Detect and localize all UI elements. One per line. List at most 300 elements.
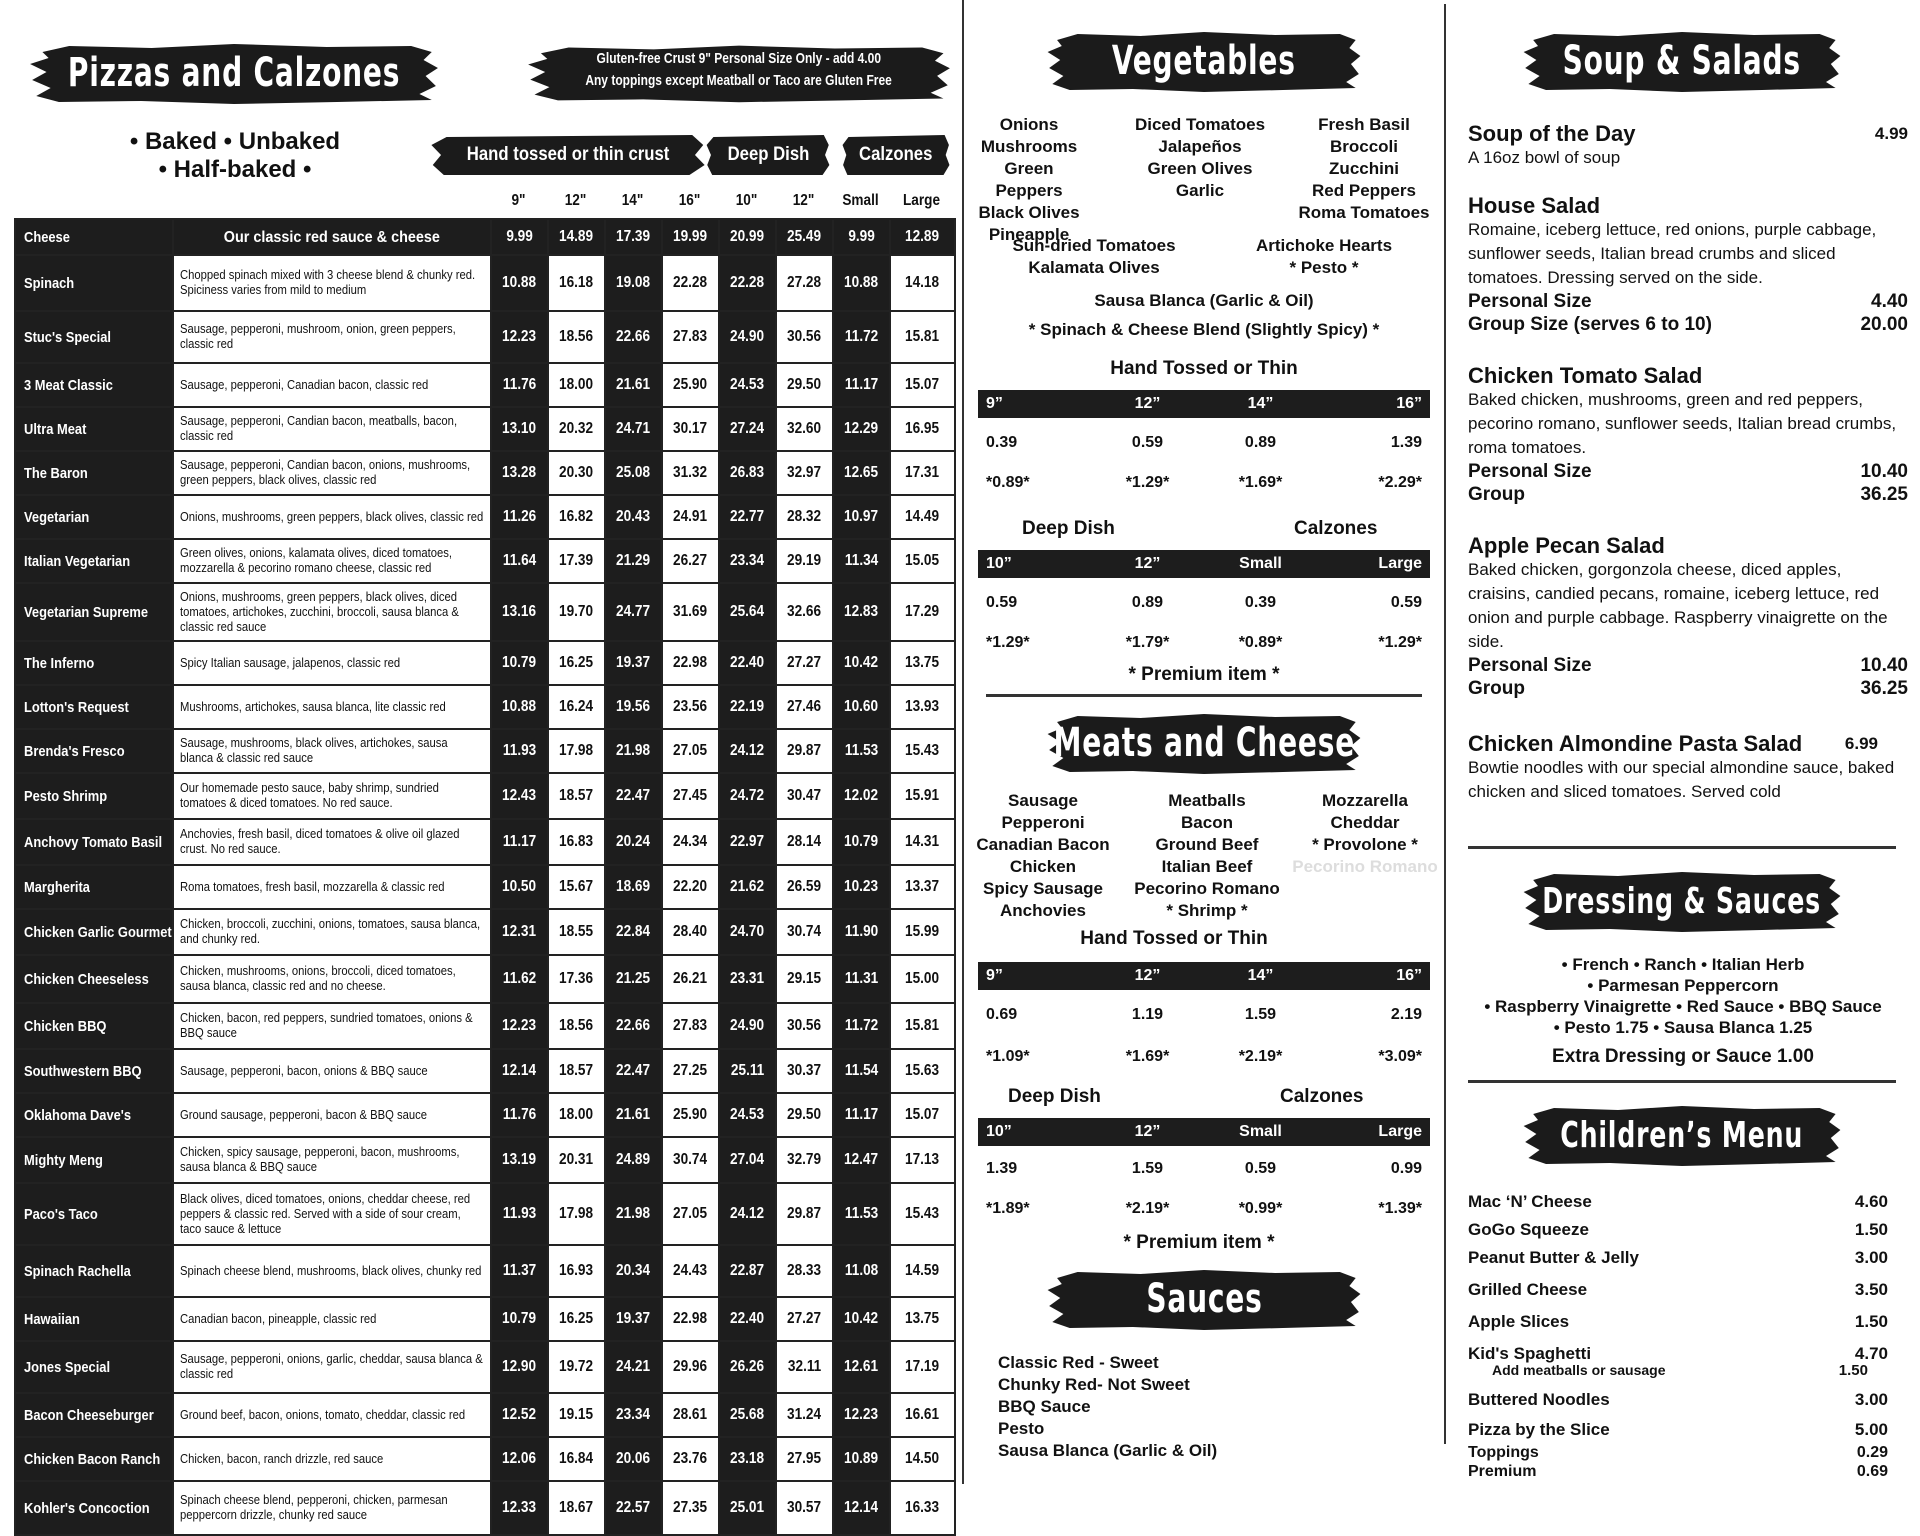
pizza-price: 16.84 xyxy=(559,1450,594,1467)
pizza-price: 19.08 xyxy=(616,274,651,291)
children-menu-item: Pizza by the Slice 5.00 xyxy=(1468,1420,1888,1439)
pizza-price: 14.89 xyxy=(559,228,594,245)
pizza-price: 25.90 xyxy=(673,1106,708,1123)
pizza-price: 11.34 xyxy=(844,552,879,569)
pizza-price: 15.99 xyxy=(905,923,940,940)
size-label: 10” xyxy=(986,1123,1012,1140)
topping-price: 0.69 xyxy=(986,1006,1018,1023)
pizza-price: 15.00 xyxy=(905,970,940,987)
meat-item: Sausage xyxy=(1008,791,1078,810)
vegetable-item: Fresh Basil xyxy=(1318,115,1410,134)
sauces-banner xyxy=(1046,1264,1362,1334)
pizza-price: 18.00 xyxy=(559,376,594,393)
pizza-price: 15.07 xyxy=(905,1106,940,1123)
meat-item: Pecorino Romano xyxy=(1292,857,1438,876)
meat-item: Chicken xyxy=(1009,857,1077,876)
pizza-price: 10.79 xyxy=(844,833,879,850)
topping-price: 1.39 xyxy=(986,1160,1018,1177)
premium-price: *2.19* xyxy=(1125,1200,1170,1217)
pizza-price: 11.31 xyxy=(844,970,879,987)
pizza-price: 21.61 xyxy=(616,1106,651,1123)
dressing-title: Dressing & Sauces xyxy=(1542,880,1822,922)
children-menu-item: GoGo Squeeze 1.50 xyxy=(1468,1220,1888,1239)
pizza-price: 12.90 xyxy=(502,1358,537,1375)
pizza-price: 25.49 xyxy=(787,228,822,245)
veg-hand-title: Hand Tossed or Thin xyxy=(1110,358,1298,379)
pizza-price: 30.56 xyxy=(787,328,822,345)
pizza-price: 27.27 xyxy=(787,1310,822,1327)
pizza-row xyxy=(15,583,955,641)
premium-price: *1.79* xyxy=(1125,634,1170,651)
pizza-price: 17.13 xyxy=(905,1151,940,1168)
pizza-price: 16.82 xyxy=(559,508,594,525)
pizza-price: 27.35 xyxy=(673,1499,708,1516)
pizza-price: 12.14 xyxy=(502,1062,537,1079)
pizza-price: 16.25 xyxy=(559,654,594,671)
pizza-description: Sausage, pepperoni, Candian bacon, meatballs, bacon, classic red xyxy=(180,414,458,443)
pizza-price: 13.16 xyxy=(502,603,537,620)
pizza-name: Cheese xyxy=(24,228,70,246)
pizza-price: 23.31 xyxy=(730,970,765,987)
meat-item: Meatballs xyxy=(1168,791,1246,810)
sauces-title: Sauces xyxy=(1145,1276,1263,1322)
pizza-price: 10.88 xyxy=(502,274,537,291)
pizza-price: 25.64 xyxy=(730,603,765,620)
pizza-description: Roma tomatoes, fresh basil, mozzarella & classic red xyxy=(180,879,445,894)
pizza-price: 12.29 xyxy=(844,420,879,437)
pizza-description: Mushrooms, artichokes, sausa blanca, lite classic red xyxy=(180,699,446,714)
pizza-price: 19.37 xyxy=(616,654,651,671)
pizza-price: 14.18 xyxy=(905,274,940,291)
veg-premium-note: * Premium item * xyxy=(1128,664,1280,685)
pizza-row xyxy=(15,1297,955,1341)
veg-deep-sizes xyxy=(978,550,1430,578)
pizza-name: Chicken BBQ xyxy=(24,1017,107,1035)
divider xyxy=(1468,1080,1896,1083)
pizza-name: Oklahoma Dave's xyxy=(24,1106,132,1124)
pizza-price: 10.79 xyxy=(502,1310,537,1327)
soup-of-day: Soup of the Day 4.99 A 16oz bowl of soup xyxy=(1468,121,1908,167)
pizza-price: 32.97 xyxy=(787,464,822,481)
meats-banner xyxy=(1046,708,1362,778)
pizza-price: 23.18 xyxy=(730,1450,765,1467)
slice-premium: Premium 0.69 xyxy=(1468,1463,1888,1480)
pizza-price: 15.81 xyxy=(905,1017,940,1034)
pizza-price: 12.23 xyxy=(502,328,537,345)
pizza-price: 19.72 xyxy=(559,1358,594,1375)
pizza-price: 11.93 xyxy=(502,742,537,759)
pizza-price: 15.81 xyxy=(905,328,940,345)
pizza-price: 29.87 xyxy=(787,1205,822,1222)
pizza-row xyxy=(15,1341,955,1393)
meat-list-2 xyxy=(1124,790,1290,922)
pizza-row xyxy=(15,1393,955,1437)
topping-price: 1.39 xyxy=(1390,434,1422,451)
dressing-banner xyxy=(1522,866,1842,936)
pizza-price: 15.07 xyxy=(905,376,940,393)
meat-item: Cheddar xyxy=(1330,813,1400,832)
pizza-description: Sausage, pepperoni, mushroom, onion, green peppers, classic red xyxy=(180,322,456,351)
sauce-list xyxy=(998,1352,1217,1462)
pizza-price: 17.98 xyxy=(559,742,594,759)
meat-premium-note: * Premium item * xyxy=(1123,1232,1275,1253)
pizza-description: Chicken, bacon, ranch drizzle, red sauce xyxy=(180,1451,384,1466)
pizza-price: 29.15 xyxy=(787,970,822,987)
size-label: Large xyxy=(1378,1123,1422,1140)
dressing-list: • French • Ranch • Italian Herb • Parmesan Peppercorn • Raspberry Vinaigrette • Red Sauce • BBQ Sauce • Pesto 1.75 • Sausa Blanca 1.25 xyxy=(1484,955,1882,1037)
pizza-price: 22.97 xyxy=(730,833,765,850)
meat-item: * Provolone * xyxy=(1312,835,1418,854)
pizza-row xyxy=(15,773,955,819)
pizza-price: 27.05 xyxy=(673,1205,708,1222)
topping-price: 1.59 xyxy=(1244,1006,1277,1023)
pizza-row xyxy=(15,685,955,729)
size-label: 12” xyxy=(1134,395,1161,412)
pizza-price: 23.34 xyxy=(730,552,765,569)
pizza-description: Green olives, onions, kalamata olives, diced tomatoes, mozzarella & pecorino romano cheese, classic red xyxy=(180,546,453,575)
chicken-almondine-salad: Chicken Almondine Pasta Salad 6.99 Bowtie noodles with our special almondine sauce, baked chicken and sliced tomatoes. Served cold xyxy=(1468,731,1895,801)
pizza-row xyxy=(15,1093,955,1137)
size-header: 12" xyxy=(792,192,815,209)
pizza-row xyxy=(15,451,955,495)
pizza-price: 11.08 xyxy=(844,1262,879,1279)
pizza-name: Paco's Taco xyxy=(24,1205,98,1223)
topping-price: 0.39 xyxy=(986,434,1018,451)
size-header: 9" xyxy=(511,192,526,209)
vegetable-item: Black Olives xyxy=(978,203,1080,222)
pizza-price: 14.31 xyxy=(905,833,940,850)
pizza-title: Pizzas and Calzones xyxy=(67,50,401,96)
meat-hand-regular-prices xyxy=(978,1006,1430,1024)
size-label: 14” xyxy=(1247,967,1274,984)
pizza-name: Bacon Cheeseburger xyxy=(24,1406,154,1424)
vegetable-item: Kalamata Olives xyxy=(1028,258,1160,277)
meat-hand-sizes xyxy=(978,962,1430,990)
pizza-price: 12.06 xyxy=(502,1450,537,1467)
pizza-price: 10.79 xyxy=(502,654,537,671)
soup-title: Soup & Salads xyxy=(1562,38,1802,84)
pizza-name: Margherita xyxy=(24,878,90,896)
pizza-row xyxy=(15,495,955,539)
vegetable-list-1 xyxy=(974,114,1084,246)
pizza-price: 19.15 xyxy=(559,1406,594,1423)
pizza-price: 16.33 xyxy=(905,1499,940,1516)
pizza-price: 22.66 xyxy=(616,328,651,345)
pizza-name: Chicken Cheeseless xyxy=(24,970,149,988)
pizza-description: Sausage, pepperoni, Canadian bacon, classic red xyxy=(180,377,429,392)
pizza-price: 26.21 xyxy=(673,970,708,987)
premium-price: *1.29* xyxy=(1125,474,1170,491)
pizza-price: 30.47 xyxy=(787,787,822,804)
pizza-price: 27.27 xyxy=(787,654,822,671)
veg-sausa-blanca: Sausa Blanca (Garlic & Oil) xyxy=(1094,291,1314,310)
topping-price: 0.89 xyxy=(1244,434,1277,451)
pizza-price: 23.76 xyxy=(673,1450,708,1467)
pizza-price: 13.10 xyxy=(502,420,537,437)
pizza-price: 22.28 xyxy=(730,274,765,291)
pizza-price: 27.28 xyxy=(787,274,822,291)
pizza-price: 24.71 xyxy=(616,420,651,437)
pizza-price: 12.33 xyxy=(502,1499,537,1516)
spaghetti-addon: Add meatballs or sausage xyxy=(1492,1362,1666,1378)
pizza-price: 30.74 xyxy=(787,923,822,940)
pizza-price: 17.98 xyxy=(559,1205,594,1222)
pizza-row xyxy=(15,1481,955,1535)
pizza-price: 14.49 xyxy=(905,508,940,525)
premium-price: *1.69* xyxy=(1125,1048,1170,1065)
pizza-description: Sausage, pepperoni, bacon, onions & BBQ sauce xyxy=(180,1063,428,1078)
pizza-price: 22.87 xyxy=(730,1262,765,1279)
pizza-row xyxy=(15,955,955,1003)
sauce-item: Pesto xyxy=(998,1419,1045,1438)
pizza-price: 22.98 xyxy=(673,1310,708,1327)
pizza-name: Italian Vegetarian xyxy=(24,552,131,570)
pizza-price: 28.14 xyxy=(787,833,822,850)
pizza-description: Ground sausage, pepperoni, bacon & BBQ sauce xyxy=(180,1107,428,1122)
children-menu-item: Kid's Spaghetti 4.70 xyxy=(1468,1344,1888,1363)
meat-deep-premium-prices xyxy=(978,1200,1430,1218)
pizza-price: 12.02 xyxy=(844,787,879,804)
pizza-description: Anchovies, fresh basil, diced tomatoes & olive oil glazed crust. No red sauce. xyxy=(180,827,460,856)
pizza-price: 25.01 xyxy=(730,1499,765,1516)
pizza-price: 23.56 xyxy=(673,698,708,715)
pizza-price: 25.68 xyxy=(730,1406,765,1423)
pizza-description: Black olives, diced tomatoes, onions, cheddar cheese, red peppers & classic red. Served with a side of sour cream, taco sauce & lettuce xyxy=(180,1191,471,1236)
size-header: 12" xyxy=(564,192,587,209)
pizza-price: 17.19 xyxy=(905,1358,940,1375)
pizza-price: 12.47 xyxy=(844,1151,879,1168)
meat-item: Anchovies xyxy=(1000,901,1086,920)
pizza-description: Chicken, spicy sausage, pepperoni, bacon, mushrooms, sausa blanca & BBQ sauce xyxy=(180,1145,460,1174)
pizza-name: Southwestern BBQ xyxy=(24,1062,142,1080)
toppings-column xyxy=(964,0,1444,1484)
pizza-price: 26.27 xyxy=(673,552,708,569)
pizza-price: 21.25 xyxy=(616,970,651,987)
pizza-price: 27.83 xyxy=(673,1017,708,1034)
meat-list-1 xyxy=(968,790,1118,922)
premium-price: *2.29* xyxy=(1378,474,1422,491)
pizza-price: 22.28 xyxy=(673,274,708,291)
pizza-price-table xyxy=(14,218,956,1536)
size-header: 10" xyxy=(735,192,758,209)
pizza-price: 10.42 xyxy=(844,1310,879,1327)
extra-dressing: Extra Dressing or Sauce 1.00 xyxy=(1552,1046,1814,1067)
pizza-price: 22.40 xyxy=(730,654,765,671)
pizza-name: Ultra Meat xyxy=(24,420,87,438)
pizza-name: Mighty Meng xyxy=(24,1151,103,1169)
pizza-price: 27.05 xyxy=(673,742,708,759)
gluten-line-1: Gluten-free Crust 9" Personal Size Only - add 4.00 xyxy=(596,50,882,67)
divider xyxy=(986,694,1422,697)
pizza-price: 12.31 xyxy=(502,923,537,940)
pizza-price: 22.47 xyxy=(616,1062,651,1079)
pizza-price: 18.00 xyxy=(559,1106,594,1123)
pizza-price: 28.33 xyxy=(787,1262,822,1279)
pizza-price: 13.75 xyxy=(905,654,940,671)
pizza-price: 26.59 xyxy=(787,878,822,895)
pizza-description: Our homemade pesto sauce, baby shrimp, sundried tomatoes & diced tomatoes. No red sauce. xyxy=(180,781,439,810)
premium-price: *0.89* xyxy=(1238,634,1283,651)
pizza-price: 22.19 xyxy=(730,698,765,715)
pizza-description: Onions, mushrooms, green peppers, black olives, classic red xyxy=(180,509,484,524)
pizza-description: Spicy Italian sausage, jalapenos, classic red xyxy=(180,655,401,670)
house-salad: House Salad Romaine, iceberg lettuce, red onions, purple cabbage, sunflower seeds, Italian bread crumbs and sliced tomatoes. Dressing served on the side. Personal Size 4.40 Group Size (serves 6 to 10) 20.00 xyxy=(1468,193,1908,335)
size-label: Small xyxy=(1239,555,1282,572)
premium-price: *1.89* xyxy=(986,1200,1030,1217)
pizza-price: 18.56 xyxy=(559,328,594,345)
pizza-price: 24.91 xyxy=(673,508,708,525)
pizza-price: 28.40 xyxy=(673,923,708,940)
pizza-price: 22.84 xyxy=(616,923,651,940)
pizza-row xyxy=(15,819,955,865)
vegetable-item: Green Peppers xyxy=(995,159,1063,200)
bake-options-2: • Half-baked • xyxy=(158,156,312,183)
pizza-price: 13.93 xyxy=(905,698,940,715)
pizza-description: Chopped spinach mixed with 3 cheese blend & chunky red. Spiciness varies from mild to medium xyxy=(180,268,476,297)
meat-item: Bacon xyxy=(1181,813,1233,832)
pizza-price: 24.72 xyxy=(730,787,765,804)
meat-item: Canadian Bacon xyxy=(976,835,1110,854)
vegetable-extra-right xyxy=(1234,235,1414,279)
children-title: Children’s Menu xyxy=(1560,1114,1804,1156)
vegetable-item: Broccoli xyxy=(1329,137,1399,156)
vegetable-item: Mushrooms xyxy=(980,137,1078,156)
pizza-price: 20.06 xyxy=(616,1450,651,1467)
pizza-price: 11.26 xyxy=(502,508,537,525)
sauce-item: Sausa Blanca (Garlic & Oil) xyxy=(998,1441,1218,1460)
vegetable-item: Red Peppers xyxy=(1312,181,1416,200)
apple-pecan-salad: Apple Pecan Salad Baked chicken, gorgonzola cheese, diced apples, craisins, candied pecans, romaine, iceberg lettuce, red onion and purple cabbage. Raspberry vinaigrette on the side. Personal Size 10.40 Group 36.25 xyxy=(1468,533,1908,699)
premium-price: *2.19* xyxy=(1238,1048,1283,1065)
sauce-item: Chunky Red- Not Sweet xyxy=(998,1375,1190,1394)
pizza-row xyxy=(15,1049,955,1093)
pizza-price: 24.43 xyxy=(673,1262,708,1279)
pizza-price: 32.79 xyxy=(787,1151,822,1168)
vegetables-title: Vegetables xyxy=(1112,38,1296,84)
sauce-item: Classic Red - Sweet xyxy=(998,1353,1159,1372)
pizza-price: 10.88 xyxy=(844,274,879,291)
pizza-price: 23.34 xyxy=(616,1406,651,1423)
pizza-price: 13.19 xyxy=(502,1151,537,1168)
pizza-price: 24.90 xyxy=(730,1017,765,1034)
pizza-price: 11.54 xyxy=(844,1062,879,1079)
vegetable-item: Green Olives xyxy=(1147,159,1253,178)
topping-price: 1.59 xyxy=(1131,1160,1164,1177)
topping-price: 2.19 xyxy=(1390,1006,1422,1023)
pizza-price: 15.63 xyxy=(905,1062,940,1079)
vegetable-item: Jalapeños xyxy=(1158,137,1242,156)
pizza-price: 24.70 xyxy=(730,923,765,940)
pizza-price: 20.32 xyxy=(559,420,594,437)
pizza-price: 10.42 xyxy=(844,654,879,671)
premium-price: *1.29* xyxy=(986,634,1030,651)
meat-hand-title: Hand Tossed or Thin xyxy=(1080,928,1268,949)
pizza-price: 21.61 xyxy=(616,376,651,393)
pizza-price: 20.34 xyxy=(616,1262,651,1279)
pizza-price: 30.74 xyxy=(673,1151,708,1168)
size-header: 16" xyxy=(678,192,701,209)
pizza-price: 11.17 xyxy=(844,1106,879,1123)
pizza-name: 3 Meat Classic xyxy=(24,376,113,394)
children-menu-item: Apple Slices 1.50 xyxy=(1468,1312,1888,1331)
pizza-price: 28.32 xyxy=(787,508,822,525)
pizza-price: 17.39 xyxy=(559,552,594,569)
pizza-price: 11.76 xyxy=(502,376,537,393)
soup-banner xyxy=(1522,26,1842,96)
pizza-price: 24.21 xyxy=(616,1358,651,1375)
pizza-price: 31.32 xyxy=(673,464,708,481)
pizza-price: 25.90 xyxy=(673,376,708,393)
veg-hand-regular-prices xyxy=(978,434,1430,452)
pizza-price: 31.69 xyxy=(673,603,708,620)
pizza-price: 11.17 xyxy=(844,376,879,393)
pizza-price: 21.29 xyxy=(616,552,651,569)
pizza-price: 11.64 xyxy=(502,552,537,569)
pizza-price: 17.36 xyxy=(559,970,594,987)
pizza-description: Sausage, mushrooms, black olives, artichokes, sausa blanca & classic red sauce xyxy=(180,736,448,765)
size-label: 12” xyxy=(1134,967,1161,984)
pizza-price: 32.66 xyxy=(787,603,822,620)
pizza-column xyxy=(0,0,962,1522)
pizza-price: 10.50 xyxy=(502,878,537,895)
pizza-price: 20.31 xyxy=(559,1151,594,1168)
veg-deep-regular-prices xyxy=(978,594,1430,612)
pizza-price: 18.55 xyxy=(559,923,594,940)
pizza-price: 24.77 xyxy=(616,603,651,620)
meats-title: Meats and Cheese xyxy=(1053,720,1355,766)
chicken-tomato-salad: Chicken Tomato Salad Baked chicken, mushrooms, green and red peppers, pecorino romano, sunflower seeds, Italian bread crumbs, roma tomatoes. Personal Size 10.40 Group 36.25 xyxy=(1468,363,1908,505)
pizza-name: Lotton's Request xyxy=(24,698,129,716)
pizza-description: Chicken, bacon, red peppers, sundried tomatoes, onions & BBQ sauce xyxy=(180,1011,473,1040)
pizza-description: Chicken, broccoli, zucchini, onions, tomatoes, sausa blanca, and chunky red. xyxy=(180,917,481,946)
pizza-price: 11.72 xyxy=(844,1017,879,1034)
pizza-row xyxy=(15,865,955,909)
vegetable-item: Onions xyxy=(999,115,1059,134)
pizza-row xyxy=(15,909,955,955)
pizza-price: 26.83 xyxy=(730,464,765,481)
size-header: Large xyxy=(902,192,941,209)
pizza-price: 24.12 xyxy=(730,742,765,759)
topping-price: 0.59 xyxy=(1131,434,1164,451)
pizza-row xyxy=(15,255,955,311)
pizza-price: 11.72 xyxy=(844,328,879,345)
pizza-price: 13.37 xyxy=(905,878,940,895)
pizza-price: 29.87 xyxy=(787,742,822,759)
pizza-description: Canadian bacon, pineapple, classic red xyxy=(180,1311,377,1326)
meat-item: Spicy Sausage xyxy=(982,879,1103,898)
size-label: 14” xyxy=(1247,395,1274,412)
pizza-price: 19.70 xyxy=(559,603,594,620)
pizza-price: 22.20 xyxy=(673,878,708,895)
pizza-row xyxy=(15,1437,955,1481)
pizza-name: Spinach Rachella xyxy=(24,1262,131,1280)
pizza-row xyxy=(15,1245,955,1297)
pizza-price: 24.90 xyxy=(730,328,765,345)
pizza-price: 19.99 xyxy=(673,228,708,245)
pizza-name: Chicken Bacon Ranch xyxy=(24,1450,161,1468)
size-header: 14" xyxy=(621,192,644,209)
pizza-name: Chicken Garlic Gourmet xyxy=(24,923,172,941)
pizza-price: 21.98 xyxy=(616,1205,651,1222)
pizza-price: 18.56 xyxy=(559,1017,594,1034)
vegetable-item: Sun-dried Tomatoes xyxy=(1012,236,1176,255)
pizza-row xyxy=(15,641,955,685)
calzones-header: Calzones xyxy=(842,133,950,177)
pizza-price: 29.19 xyxy=(787,552,822,569)
vegetable-item: Artichoke Hearts xyxy=(1255,236,1393,255)
pizza-price: 24.53 xyxy=(730,1106,765,1123)
pizza-description: Our classic red sauce & cheese xyxy=(223,228,440,246)
